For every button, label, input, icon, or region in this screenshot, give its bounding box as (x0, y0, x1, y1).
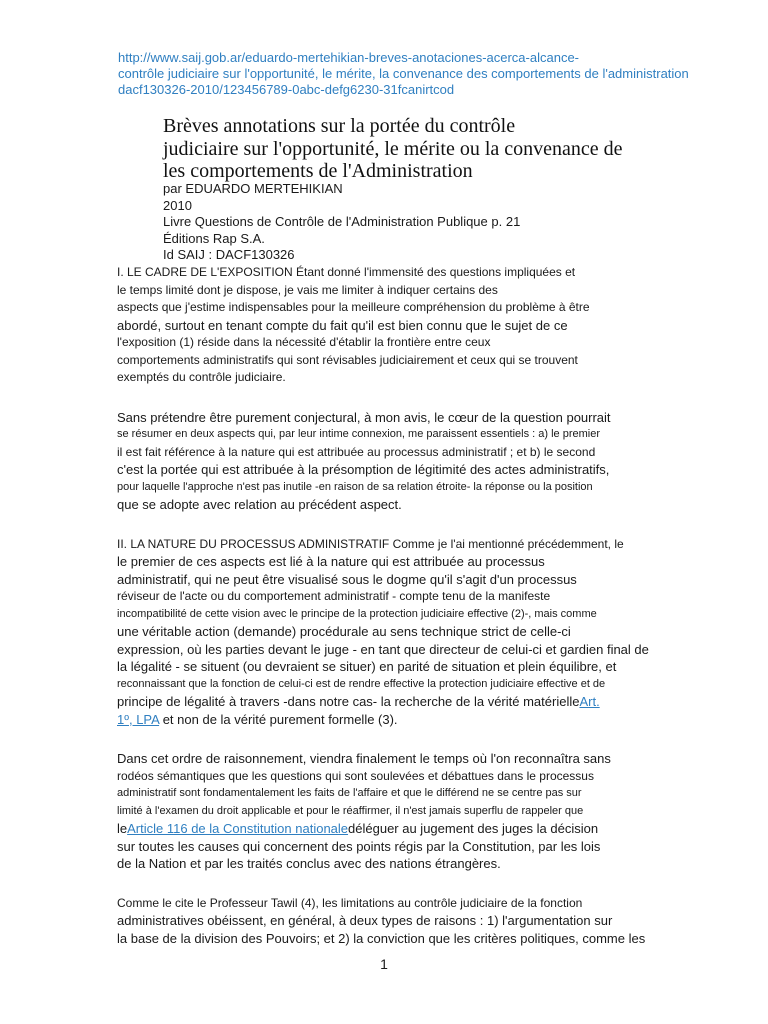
text-line: réviseur de l'acte ou du comportement administratif - compte tenu de la manifeste (117, 589, 551, 603)
article-116-link[interactable]: Article 116 de la Constitution nationale (127, 821, 349, 836)
text-line: administratif sont fondamentalement les faits de l'affaire et que le différend ne se centre pas sur (117, 787, 582, 799)
paragraph-1 (117, 264, 677, 387)
text-line: c'est la portée qui est attribuée à la présomption de légitimité des actes administratifs, (117, 462, 610, 477)
page-number: 1 (380, 956, 388, 972)
source-url[interactable]: http://www.saij.gob.ar/eduardo-mertehikian-breves-anotaciones-acerca-alcance- contrôle judiciaire sur l'opportunité, le mérite, la convenance des comportements de l'administration dacf130326-2010/123456789-0abc-defg6230-31fcanirtcod (118, 50, 689, 97)
text-line: le temps limité dont je dispose, je vais me limiter à indiquer certains des (117, 282, 498, 297)
year-line: 2010 (163, 197, 192, 213)
saij-id-line: Id SAIJ : DACF130326 (163, 247, 295, 262)
text-line: incompatibilité de cette vision avec le principe de la protection judiciaire effective (2)-, mais comme (117, 607, 597, 620)
text-line: comportements administratifs qui sont révisables judiciairement et ceux qui se trouvent (117, 352, 578, 367)
source-line: Livre Questions de Contrôle de l'Administration Publique p. 21 (163, 214, 521, 229)
text-line: Dans cet ordre de raisonnement, viendra finalement le temps où l'on reconnaîtra sans (117, 751, 611, 766)
article-meta (163, 181, 520, 264)
article-title: Brèves annotations sur la portée du contrôle judiciaire sur l'opportunité, le mérite ou la convenance de les comportements de l'Administration (163, 115, 623, 182)
text-line: le premier de ces aspects est lié à la nature qui est attribuée au processus (117, 554, 545, 569)
paragraph-3 (117, 536, 677, 729)
text-line: limité à l'examen du droit applicable et pour le réaffirmer, il n'est jamais superflu de rappeler que (117, 804, 584, 817)
text-line: administratives obéissent, en général, à deux types de raisons : 1) l'argumentation sur (117, 913, 613, 928)
publisher-line: Éditions Rap S.A. (163, 230, 265, 246)
text-line: il est fait référence à la nature qui est attribuée au processus administratif ; et b) le second (117, 444, 596, 459)
text-line (117, 820, 677, 838)
text-line: II. LA NATURE DU PROCESSUS ADMINISTRATIF Comme je l'ai mentionné précédemment, le (117, 536, 624, 551)
paragraph-5 (117, 895, 677, 948)
text-line: que se adopte avec relation au précédent aspect. (117, 497, 402, 512)
text-line: abordé, surtout en tenant compte du fait qu'il est bien connu que le sujet de ce (117, 317, 568, 333)
article-body (117, 264, 677, 947)
text-line (117, 711, 677, 729)
text-span: principe de légalité à travers -dans notre cas- la recherche de la vérité matérielle (117, 694, 580, 709)
text-line: une véritable action (demande) procédurale au sens technique strict de celle-ci (117, 624, 571, 639)
text-line: aspects que j'estime indispensables pour la meilleure compréhension du problème à être (117, 300, 590, 314)
text-line: de la Nation et par les traités conclus avec des nations étrangères. (117, 856, 501, 871)
text-line: rodéos sémantiques que les questions qui sont soulevées et débattues dans le processus (117, 768, 594, 783)
text-line: pour laquelle l'approche n'est pas inutile -en raison de sa relation étroite- la réponse ou la position (117, 480, 593, 493)
text-line: sur toutes les causes qui concernent des points régis par la Constitution, par les lois (117, 838, 601, 854)
text-line: Comme le cite le Professeur Tawil (4), les limitations au contrôle judiciaire de la fonction (117, 895, 583, 910)
text-line: expression, où les parties devant le juge - en tant que directeur de celui-ci et gardien final de (117, 641, 649, 657)
text-line: administratif, qui ne peut être visualisé sous le dogme qu'il s'agit d'un processus (117, 571, 577, 587)
text-line: Sans prétendre être purement conjectural, à mon avis, le cœur de la question pourrait (117, 409, 611, 425)
art-1-lpa-link-cont[interactable]: 1º, LPA (117, 711, 160, 727)
art-1-lpa-link[interactable]: Art. (579, 694, 600, 709)
text-span: déléguer au jugement des juges la décision (348, 821, 599, 836)
text-line: I. LE CADRE DE L'EXPOSITION Étant donné l'immensité des questions impliquées et (117, 265, 576, 279)
text-line: la base de la division des Pouvoirs; et 2) la conviction que les critères politiques, comme les (117, 930, 646, 946)
text-line (117, 693, 677, 711)
author-line: par EDUARDO MERTEHIKIAN (163, 181, 343, 196)
text-line: l'exposition (1) réside dans la nécessité d'établir la frontière entre ceux (117, 335, 491, 349)
text-line: se résumer en deux aspects qui, par leur intime connexion, me paraissent essentiels : a) le premier (117, 428, 601, 440)
text-span: le (117, 821, 128, 836)
text-line: exemptés du contrôle judiciaire. (117, 370, 286, 384)
paragraph-4 (117, 750, 677, 873)
text-line: reconnaissant que la fonction de celui-ci est de rendre effective la protection judiciaire effective et de (117, 677, 606, 690)
text-line: la légalité - se situent (ou devraient se situer) en parité de situation et plein équilibre, et (117, 659, 617, 674)
paragraph-2 (117, 409, 677, 514)
text-span: et non de la vérité purement formelle (3). (159, 711, 398, 727)
